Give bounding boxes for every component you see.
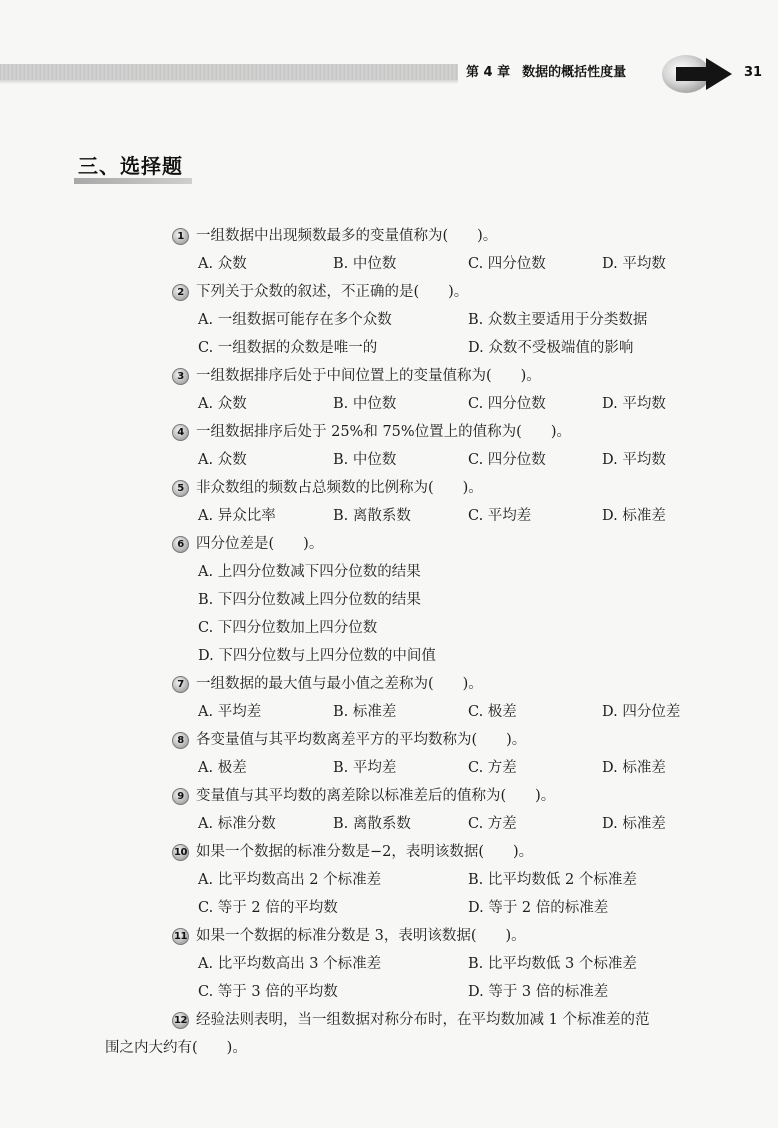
question-11-options-row-1 — [0, 950, 778, 978]
option-d: D. 平均数 — [602, 452, 666, 468]
option-a: A. 一组数据可能存在多个众数 — [198, 312, 392, 328]
option-a: A. 比平均数高出 2 个标准差 — [198, 872, 382, 888]
question-number-badge: 7 — [172, 676, 189, 693]
question-12-continuation — [0, 1034, 778, 1062]
question-6-option-b-row — [0, 586, 778, 614]
option-a: A. 上四分位数减下四分位数的结果 — [198, 564, 421, 580]
option-d: D. 下四分位数与上四分位数的中间值 — [198, 648, 436, 664]
question-number-badge: 12 — [172, 1012, 189, 1029]
question-text: 经验法则表明，当一组数据对称分布时，在平均数加减 1 个标准差的范 — [196, 1012, 650, 1028]
section-title: 三、选择题 — [78, 154, 183, 178]
option-c: C. 四分位数 — [468, 452, 546, 468]
question-number-badge: 8 — [172, 732, 189, 749]
option-b: B. 离散系数 — [333, 508, 411, 524]
option-d: D. 标准差 — [602, 508, 666, 524]
option-d: D. 众数不受极端值的影响 — [468, 340, 634, 356]
question-4-options — [0, 446, 778, 474]
question-4 — [0, 418, 778, 446]
question-text: 如果一个数据的标准分数是−2，表明该数据( )。 — [196, 844, 534, 860]
question-number-badge: 9 — [172, 788, 189, 805]
running-header — [466, 62, 626, 84]
question-2-options-row-2 — [0, 334, 778, 362]
question-6-option-d-row — [0, 642, 778, 670]
option-c: C. 极差 — [468, 704, 517, 720]
question-text: 变量值与其平均数的离差除以标准差后的值称为( )。 — [196, 788, 556, 804]
question-number-badge: 3 — [172, 368, 189, 385]
question-11 — [0, 922, 778, 950]
question-text-continuation: 围之内大约有( )。 — [105, 1040, 247, 1056]
question-6-option-c-row — [0, 614, 778, 642]
question-list — [0, 222, 778, 1062]
option-a: A. 众数 — [198, 396, 247, 412]
question-7 — [0, 670, 778, 698]
option-d: D. 平均数 — [602, 256, 666, 272]
question-text: 一组数据排序后处于 25%和 75%位置上的值称为( )。 — [196, 424, 571, 440]
option-b: B. 众数主要适用于分类数据 — [468, 312, 648, 328]
option-a: A. 平均差 — [198, 704, 262, 720]
option-a: A. 比平均数高出 3 个标准差 — [198, 956, 382, 972]
option-b: B. 比平均数低 3 个标准差 — [468, 956, 637, 972]
question-text: 一组数据的最大值与最小值之差称为( )。 — [196, 676, 483, 692]
option-b: B. 中位数 — [333, 452, 397, 468]
option-d: D. 四分位差 — [602, 704, 681, 720]
question-6-option-a-row — [0, 558, 778, 586]
question-number-badge: 10 — [172, 844, 189, 861]
question-8-options — [0, 754, 778, 782]
option-b: B. 平均差 — [333, 760, 397, 776]
question-6 — [0, 530, 778, 558]
option-c: C. 四分位数 — [468, 256, 546, 272]
option-d: D. 等于 2 倍的标准差 — [468, 900, 609, 916]
question-1 — [0, 222, 778, 250]
question-number-badge: 6 — [172, 536, 189, 553]
question-5-options — [0, 502, 778, 530]
option-a: A. 标准分数 — [198, 816, 276, 832]
question-7-options — [0, 698, 778, 726]
question-text: 四分位差是( )。 — [196, 536, 324, 552]
question-12 — [0, 1006, 778, 1034]
question-9-options — [0, 810, 778, 838]
question-11-options-row-2 — [0, 978, 778, 1006]
option-c: C. 下四分位数加上四分位数 — [198, 620, 378, 636]
question-text: 下列关于众数的叙述，不正确的是( )。 — [196, 284, 469, 300]
option-a: A. 异众比率 — [198, 508, 276, 524]
question-number-badge: 4 — [172, 424, 189, 441]
option-c: C. 等于 2 倍的平均数 — [198, 900, 338, 916]
option-d: D. 平均数 — [602, 396, 666, 412]
question-text: 非众数组的频数占总频数的比例称为( )。 — [196, 480, 483, 496]
question-number-badge: 5 — [172, 480, 189, 497]
question-text: 一组数据排序后处于中间位置上的变量值称为( )。 — [196, 368, 541, 384]
option-b: B. 中位数 — [333, 256, 397, 272]
question-text: 各变量值与其平均数离差平方的平均数称为( )。 — [196, 732, 527, 748]
arrow-icon — [660, 52, 736, 96]
page-number: 31 — [744, 65, 763, 80]
chapter-title: 数据的概括性度量 — [522, 65, 627, 80]
option-b: B. 离散系数 — [333, 816, 411, 832]
question-2-options-row-1 — [0, 306, 778, 334]
header-decor-shadow — [0, 80, 458, 84]
question-3 — [0, 362, 778, 390]
option-b: B. 下四分位数减上四分位数的结果 — [198, 592, 421, 608]
option-a: A. 众数 — [198, 452, 247, 468]
option-b: B. 比平均数低 2 个标准差 — [468, 872, 637, 888]
chapter-number: 第 4 章 — [466, 65, 511, 80]
option-c: C. 四分位数 — [468, 396, 546, 412]
question-number-badge: 1 — [172, 228, 189, 245]
question-1-options — [0, 250, 778, 278]
option-c: C. 平均差 — [468, 508, 532, 524]
question-8 — [0, 726, 778, 754]
option-c: C. 等于 3 倍的平均数 — [198, 984, 338, 1000]
option-a: A. 众数 — [198, 256, 247, 272]
question-text: 如果一个数据的标准分数是 3，表明该数据( )。 — [196, 928, 526, 944]
question-10-options-row-2 — [0, 894, 778, 922]
question-5 — [0, 474, 778, 502]
question-number-badge: 11 — [172, 928, 189, 945]
question-text: 一组数据中出现频数最多的变量值称为( )。 — [196, 228, 498, 244]
question-10 — [0, 838, 778, 866]
option-a: A. 极差 — [198, 760, 247, 776]
option-c: C. 一组数据的众数是唯一的 — [198, 340, 378, 356]
question-10-options-row-1 — [0, 866, 778, 894]
option-c: C. 方差 — [468, 816, 517, 832]
header-decor-band — [0, 64, 458, 80]
option-b: B. 标准差 — [333, 704, 397, 720]
option-b: B. 中位数 — [333, 396, 397, 412]
option-d: D. 标准差 — [602, 760, 666, 776]
question-9 — [0, 782, 778, 810]
option-d: D. 等于 3 倍的标准差 — [468, 984, 609, 1000]
question-3-options — [0, 390, 778, 418]
question-number-badge: 2 — [172, 284, 189, 301]
question-2 — [0, 278, 778, 306]
option-c: C. 方差 — [468, 760, 517, 776]
option-d: D. 标准差 — [602, 816, 666, 832]
